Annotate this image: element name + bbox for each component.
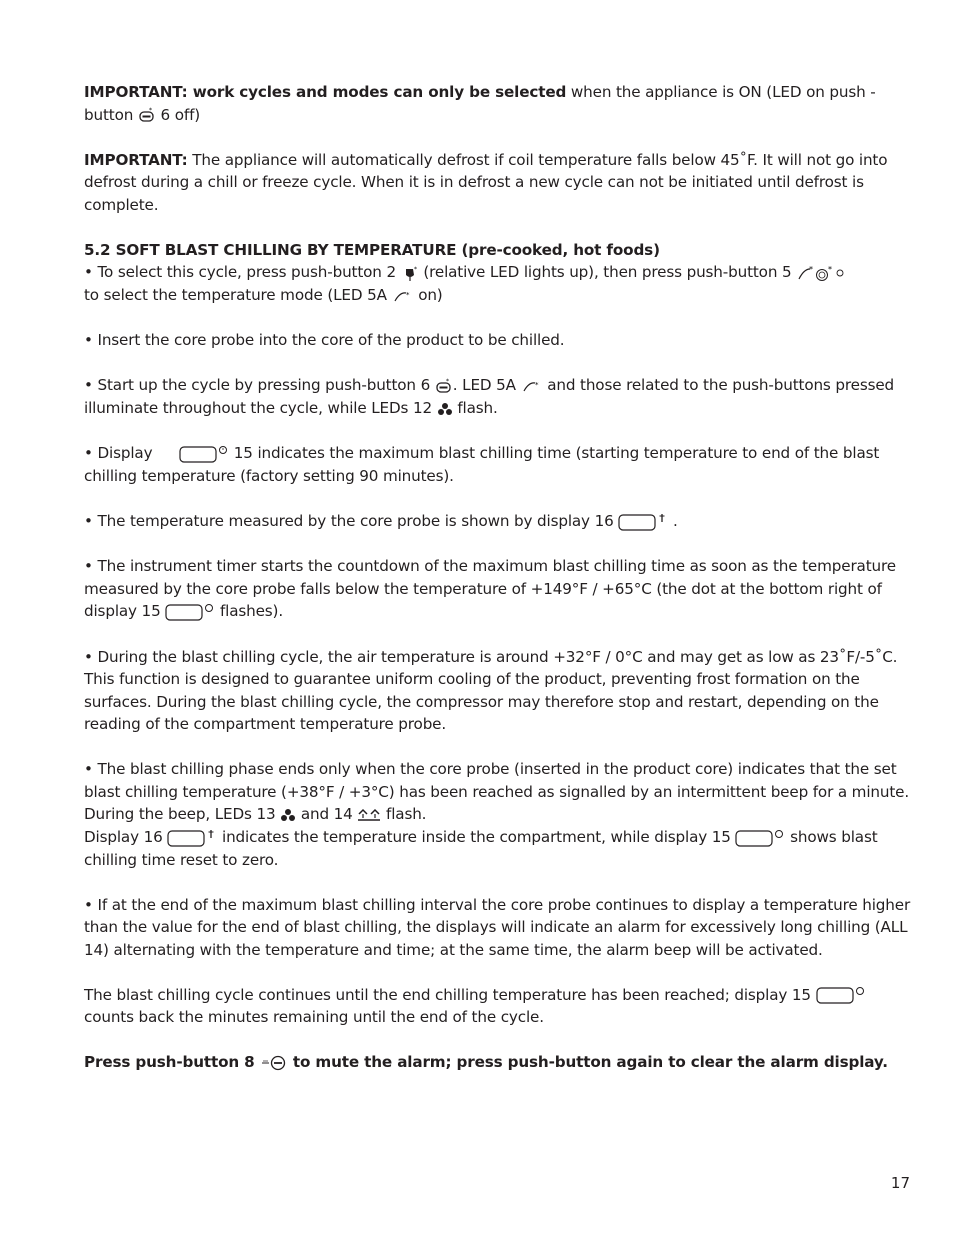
svg-text:*: * xyxy=(405,290,409,299)
temperature-curve-icon xyxy=(392,284,414,307)
temperature-curve-icon xyxy=(521,375,543,398)
bullet-insert-probe: • Insert the core probe into the core of the product to be chilled. xyxy=(84,331,565,350)
page-number: 17 xyxy=(890,1174,910,1192)
bullet-timer-countdown: • The instrument timer starts the countdown of the maximum blast chilling time as soon as the temperature measured by the core probe falls below the temperature of +149°F / +65°C (the dot at the bottom right of display 15 flashes). xyxy=(84,555,920,623)
svg-text:*: * xyxy=(828,265,833,274)
bullet-core-probe-display: • The temperature measured by the core probe is shown by display 16 . xyxy=(84,510,920,533)
bullet-start-cycle: • Start up the cycle by pressing push-button 6 * . LED 5A * and those related to the push-buttons pressed illuminate throughout the cycle, while LEDs 12 flash. xyxy=(84,374,920,420)
svg-text:*: * xyxy=(148,107,152,115)
svg-text:*: * xyxy=(534,381,538,389)
bullet-alarm: • If at the end of the maximum blast chilling interval the core probe continues to display a temperature higher than the value for the end of blast chilling, the displays will indicate an alarm for excessively long chilling (ALL 14) alternating with the temperature and time; at the same time, the alarm beep will be activated. xyxy=(84,895,911,959)
cycle-continues: The blast chilling cycle continues until the end chilling temperature has been reached; display 15 counts back the minutes remaining until the end of the cycle. xyxy=(84,984,920,1029)
important-label-1: IMPORTANT: work cycles and modes can only be selected xyxy=(84,83,567,101)
time-display-icon xyxy=(179,443,229,466)
start-stop-icon xyxy=(435,375,453,398)
fan-icon xyxy=(280,803,296,826)
section-5-2: 5.2 SOFT BLAST CHILLING BY TEMPERATURE (pre-cooked, hot foods) • To select this cycle, press push-button 2 * (relative LED lights up), then press push-button 5 * * to select the temperature mode (LED 5A * on) xyxy=(84,239,920,307)
time-display-icon xyxy=(165,601,215,624)
start-stop-icon xyxy=(138,104,156,127)
bullet-air-temperature: • During the blast chilling cycle, the air temperature is around +32°F / 0°C and may get as low as 23˚F/-5˚C. This function is designed to guarantee uniform cooling of the product, preventing frost formation on the surfaces. During the blast chilling cycle, the compressor may therefore stop and restart, depending on the reading of the compartment temperature probe. xyxy=(84,647,898,733)
defrost-icon xyxy=(357,803,381,826)
temperature-display-icon xyxy=(167,826,217,849)
fan-icon xyxy=(437,397,453,420)
svg-text:*: * xyxy=(445,378,449,385)
time-display-icon xyxy=(816,984,866,1007)
core-probe-button-icon xyxy=(401,262,419,285)
temperature-mode-icon xyxy=(796,262,850,285)
temperature-display-icon xyxy=(618,510,668,533)
bullet-display-time: • Display 15 indicates the maximum blast chilling time (starting temperature to end of the blast chilling temperature (factory setting 90 minutes). xyxy=(84,444,880,485)
mute-instruction: Press push-button 8 to mute the alarm; press push-button again to clear the alarm display. xyxy=(84,1051,920,1074)
important-label-2: IMPORTANT: xyxy=(84,150,188,169)
page-body xyxy=(84,81,920,1097)
section-heading: 5.2 SOFT BLAST CHILLING BY TEMPERATURE (pre-cooked, hot foods) xyxy=(84,240,660,259)
svg-text:*: * xyxy=(809,265,814,274)
important-note-2: IMPORTANT: The appliance will automatically defrost if coil temperature falls below 45˚F. It will not go into defrost during a chill or freeze cycle. When it is in defrost a new cycle can not be initiated until defrost is complete. xyxy=(84,150,888,214)
svg-text:*: * xyxy=(413,266,417,273)
mute-alarm-icon xyxy=(260,1052,288,1075)
time-display-icon xyxy=(735,826,785,849)
bullet-phase-end: • The blast chilling phase ends only when the core probe (inserted in the product core) indicates that the set blast chilling temperature (+38°F / +3°C) has been reached as signalled by an intermittent beep for a minute. During the beep, LEDs 13 and 14 flash. Display 16 indicates the temperature inside the compartment, while display 15 shows blast chilling time reset to zero. xyxy=(84,760,910,869)
important-note-1: IMPORTANT: work cycles and modes can only be selected when the appliance is ON (LED on push -button * 6 off) xyxy=(84,81,920,126)
